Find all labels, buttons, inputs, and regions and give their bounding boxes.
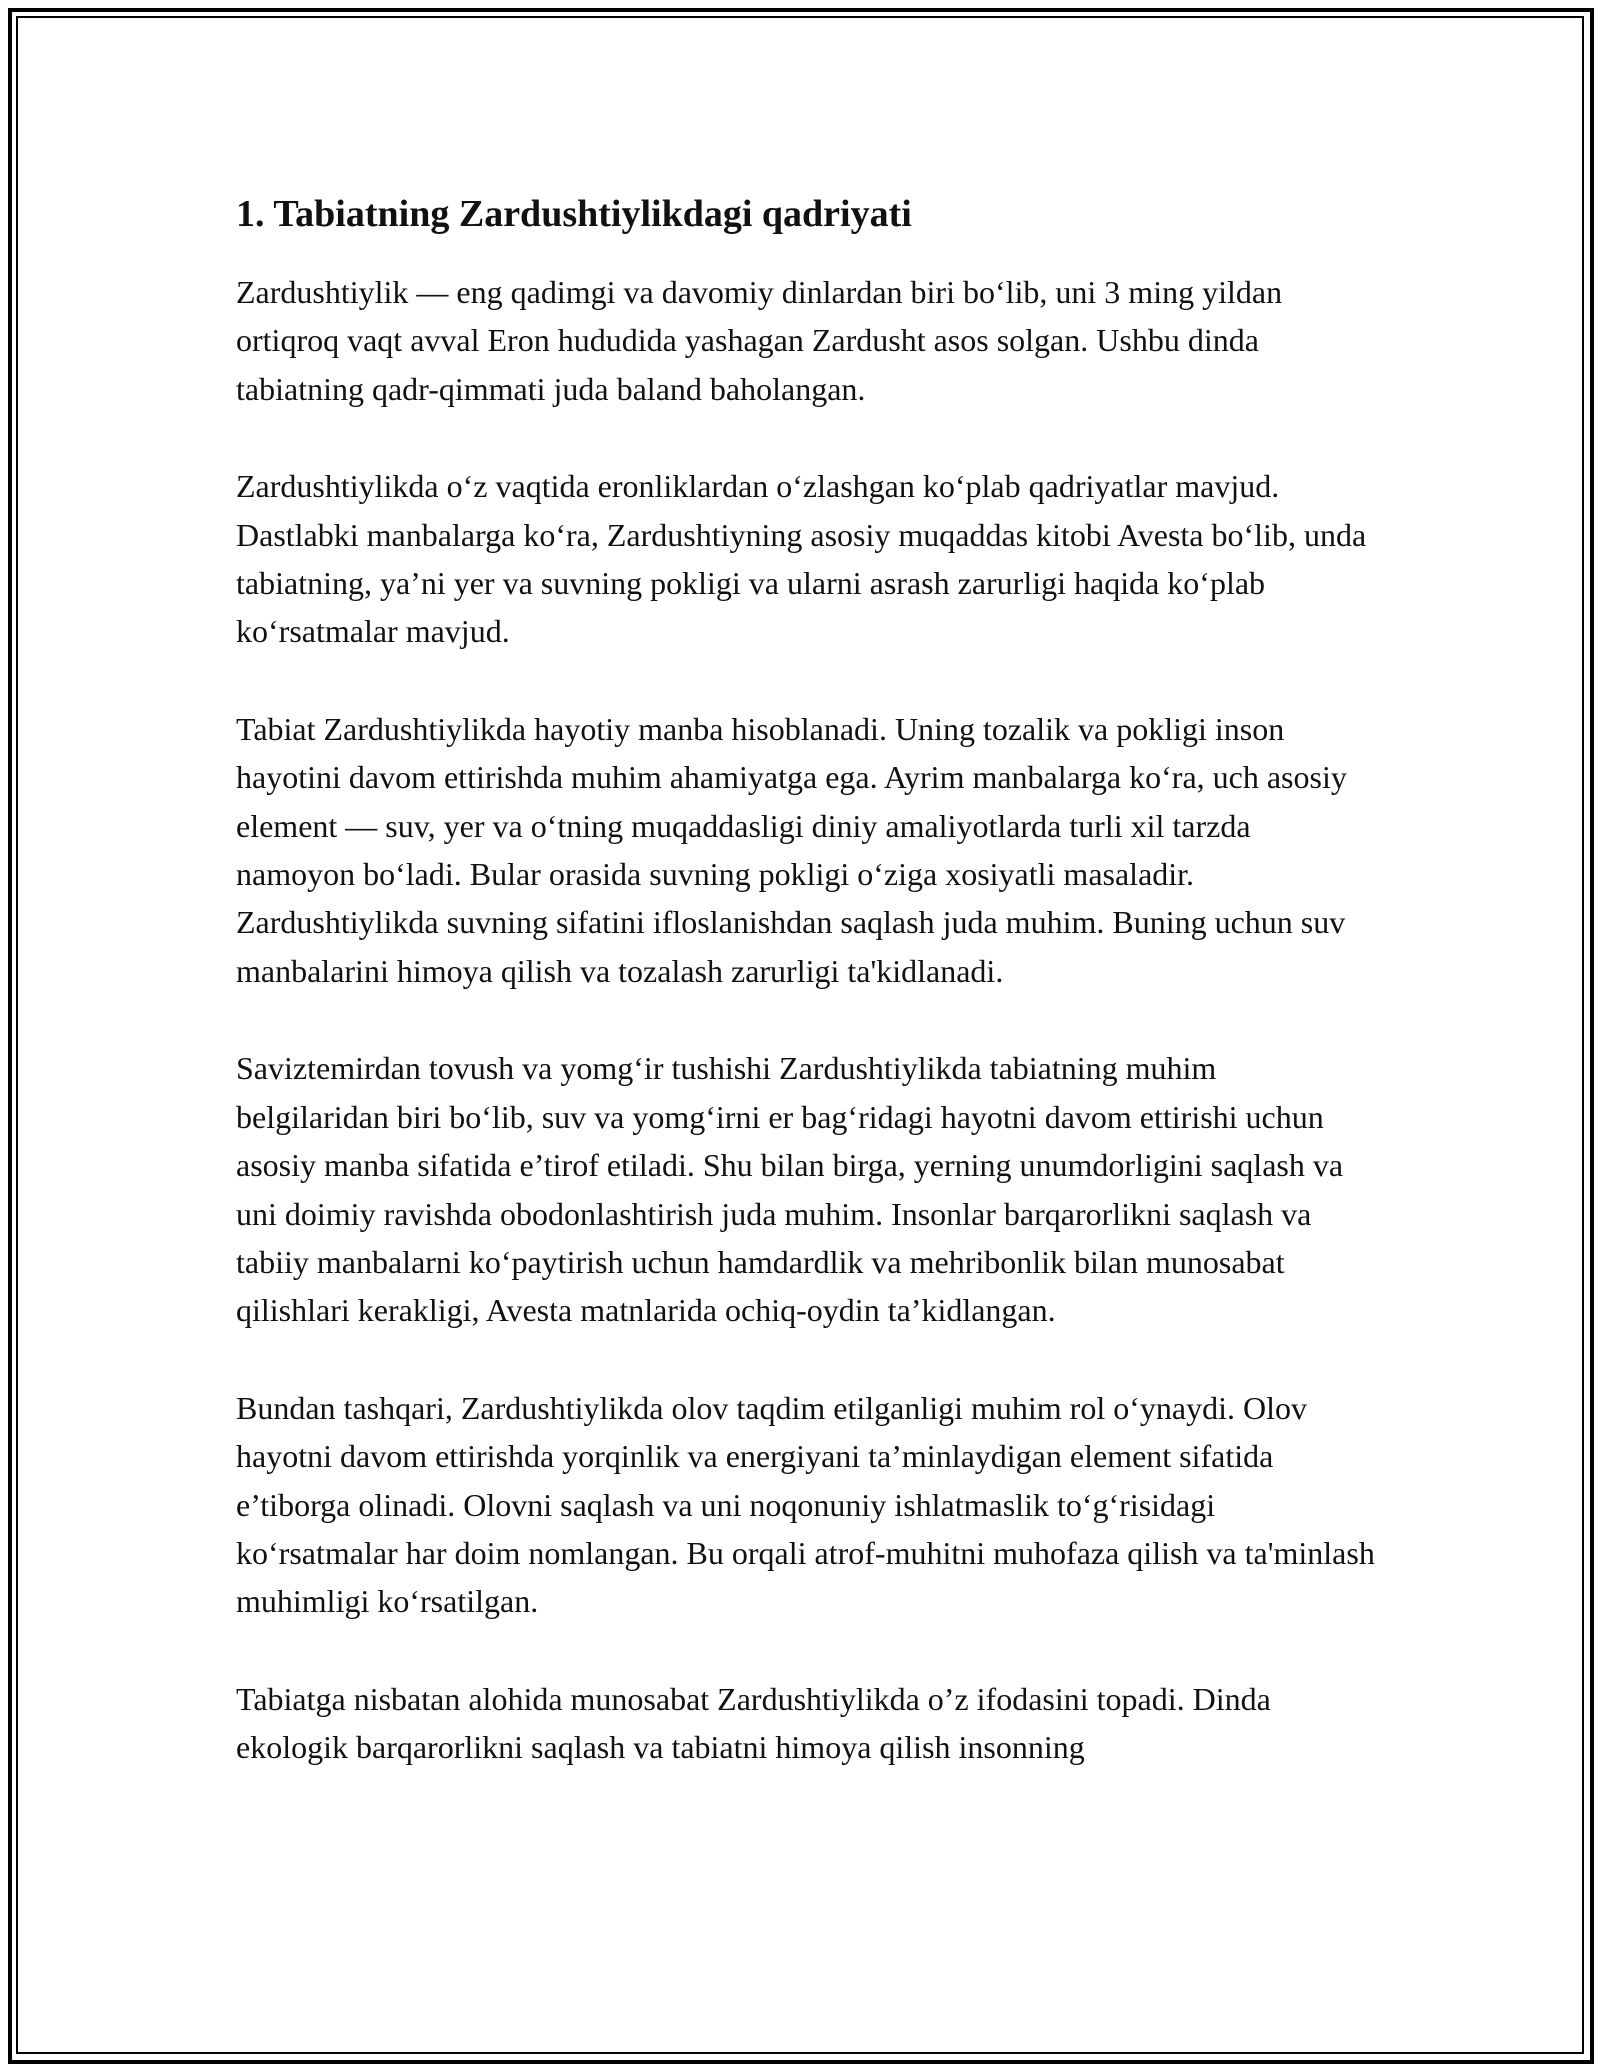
paragraph-rain-earth: Saviztemirdan tovush va yomg‘ir tushishi Zardushtiylikda tabiatning muhim belgilaridan biri bo‘lib, suv va yomg‘irni er bag‘ridagi hayotni davom ettirishi uchun asosiy manba sifatida e’tirof etiladi. Shu bilan birga, yerning unumdorligini saqlash va uni doimiy ravishda obodonlashtirish juda muhim. Insonlar barqarorlikni saqlash va tabiiy manbalarni ko‘paytirish uchun hamdardlik va mehribonlik bilan munosabat qilishlari kerakligi, Avesta matnlarida ochiq-oydin ta’kidlangan. [236, 1050, 1344, 1329]
section-heading: 1. Tabiatning Zardushtiylikdagi qadriyati [236, 193, 912, 235]
paragraph-avesta: Zardushtiylikda o‘z vaqtida eronliklardan o‘zlashgan ko‘plab qadriyatlar mavjud. Dastlabki manbalarga ko‘ra, Zardushtiyning asosiy muqaddas kitobi Avesta bo‘lib, unda tabiatning, ya’ni yer va suvning pokligi va ularni asrash zarurligi haqida ko‘plab ko‘rsatmalar mavjud. [236, 468, 1367, 650]
paragraph-ecology: Tabiatga nisbatan alohida munosabat Zardushtiylikda o’z ifodasini topadi. Dinda ekologik barqarorlikni saqlash va tabiatni himoya qilish insonning [236, 1680, 1271, 1766]
document-body [236, 188, 1376, 1821]
paragraph-intro: Zardushtiylik — eng qadimgi va davomiy dinlardan biri bo‘lib, uni 3 ming yildan ortiqroq vaqt avval Eron hududida yashagan Zardusht asos solgan. Ushbu dinda tabiatning qadr-qimmati juda baland baholangan. [236, 274, 1283, 407]
paragraph-nature-source: Tabiat Zardushtiylikda hayotiy manba hisoblanadi. Uning tozalik va pokligi inson hayotini davom ettirishda muhim ahamiyatga ega. Ayrim manbalarga ko‘ra, uch asosiy element — suv, yer va o‘tning muqaddasligi diniy amaliyotlarda turli xil tarzda namoyon bo‘ladi. Bular orasida suvning pokligi o‘ziga xosiyatli masaladir. Zardushtiylikda suvning sifatini ifloslanishdan saqlash juda muhim. Buning uchun suv manbalarini himoya qilish va tozalash zarurligi ta'kidlanadi. [236, 710, 1347, 989]
paragraph-fire: Bundan tashqari, Zardushtiylikda olov taqdim etilganligi muhim rol o‘ynaydi. Olov hayotni davom ettirishda yorqinlik va energiyani ta’minlaydigan element sifatida e’tiborga olinadi. Olovni saqlash va uni noqonuniy ishlatmaslik to‘g‘risidagi ko‘rsatmalar har doim nomlangan. Bu orqali atrof-muhitni muhofaza qilish va ta'minlash muhimligi ko‘rsatilgan. [236, 1389, 1375, 1620]
